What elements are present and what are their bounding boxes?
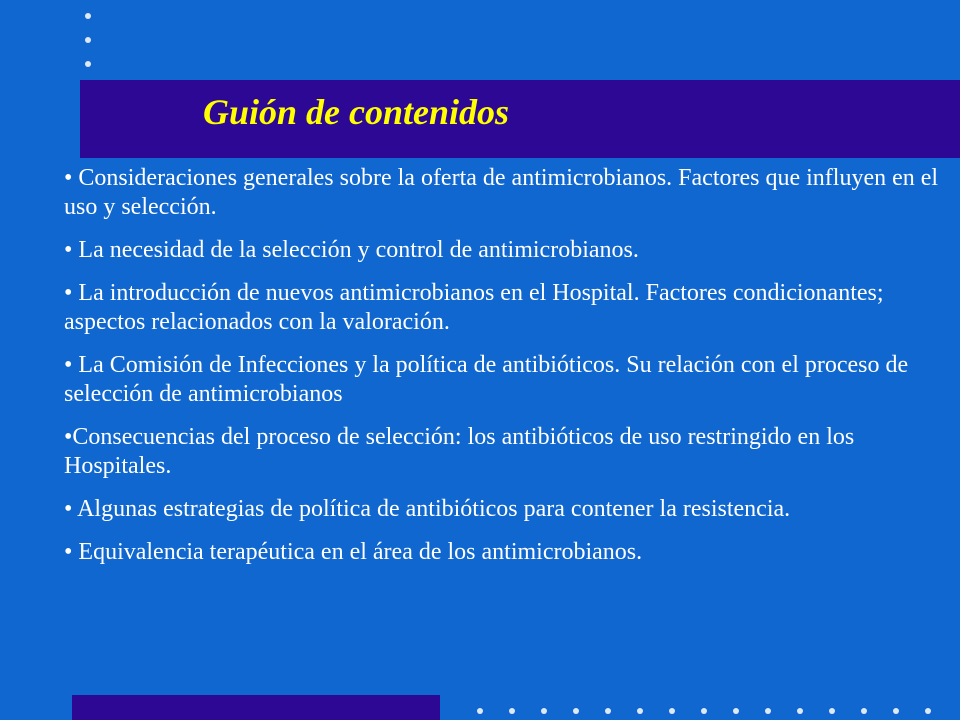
decorative-dot	[637, 708, 643, 714]
decorative-dot	[85, 13, 91, 19]
decorative-dot	[477, 708, 483, 714]
decorative-dot	[797, 708, 803, 714]
decorative-dot	[925, 708, 931, 714]
decorative-dot	[701, 708, 707, 714]
decorative-dot	[829, 708, 835, 714]
decorative-dot	[85, 37, 91, 43]
decorative-dot	[861, 708, 867, 714]
bullet-item: • Equivalencia terapéutica en el área de los antimicrobianos.	[64, 539, 643, 565]
decorative-dot	[669, 708, 675, 714]
bullet-item: • La introducción de nuevos antimicrobianos en el Hospital. Factores condicionantes; aspectos relacionados con la valoración.	[64, 280, 884, 335]
bullet-item: • La Comisión de Infecciones y la política de antibióticos. Su relación con el proceso de selección de antimicrobianos	[64, 352, 909, 407]
decorative-dot	[509, 708, 515, 714]
bullet-item: • La necesidad de la selección y control de antimicrobianos.	[64, 237, 639, 263]
decorative-dot	[893, 708, 899, 714]
decorative-dot	[605, 708, 611, 714]
bullet-item: • Consideraciones generales sobre la oferta de antimicrobianos. Factores que influyen en el uso y selección.	[64, 165, 939, 220]
slide-title: Guión de contenidos	[203, 92, 510, 132]
decorative-dot	[541, 708, 547, 714]
footer-bar	[72, 695, 440, 720]
bullet-list	[64, 164, 944, 567]
bullet-item: • Algunas estrategias de política de antibióticos para contener la resistencia.	[64, 496, 791, 522]
bullet-item: •Consecuencias del proceso de selección: los antibióticos de uso restringido en los Hospitales.	[64, 424, 855, 479]
decorative-dot	[573, 708, 579, 714]
decorative-dot	[765, 708, 771, 714]
decorative-dot	[733, 708, 739, 714]
decorative-dot	[85, 61, 91, 67]
